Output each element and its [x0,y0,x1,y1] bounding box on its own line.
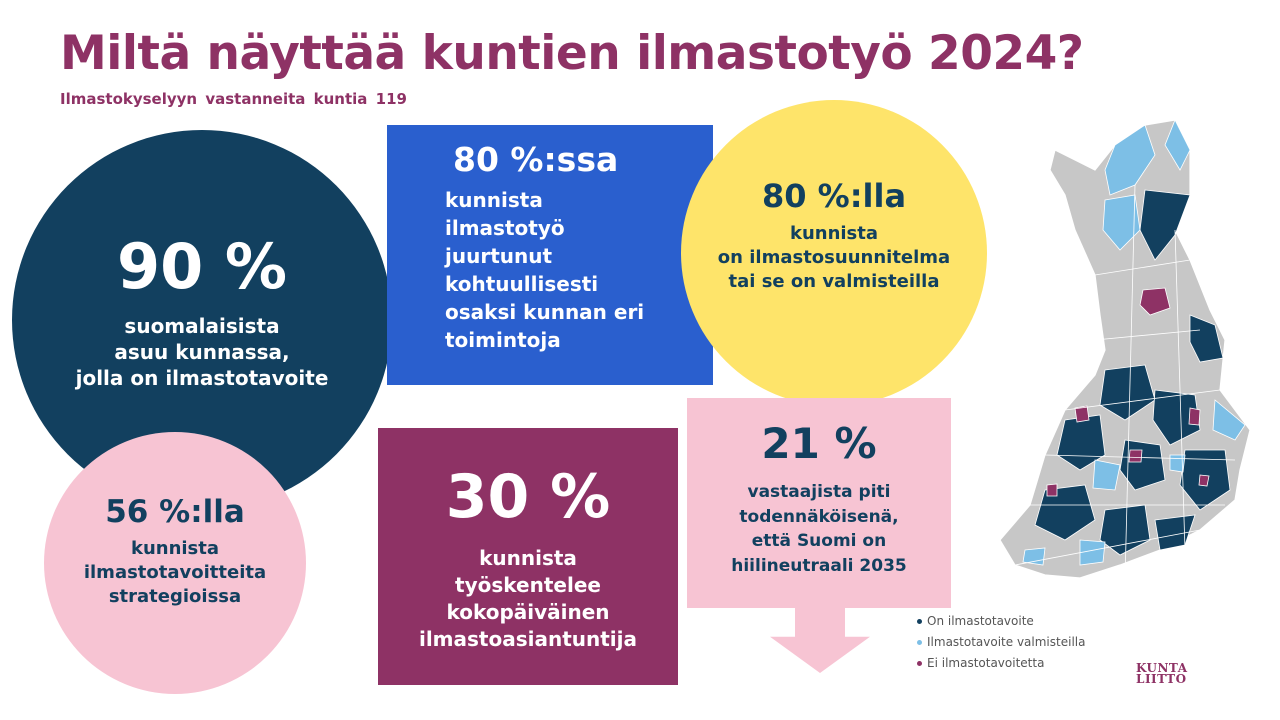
stat-expert-text-1: kunnista [479,546,577,570]
legend-dot-has-target [917,619,922,624]
stat-neutral-text-2: todennäköisenä, [739,506,899,527]
stat-strategy-text-2: ilmastotavoitteita [83,561,267,583]
stat-residents-text-1: suomalaisista [124,314,280,339]
logo-line-1: KUNTA [1136,661,1188,675]
stat-residents-text-3: jolla on ilmastotavoite [75,366,329,391]
stat-established-value: 80 %:ssa [453,140,619,179]
stat-neutral-box [687,398,951,608]
page-subtitle: Ilmastokyselyyn vastanneita kuntia 119 [60,90,407,108]
stat-established-text-6: toimintoja [445,327,561,352]
legend-label-has-target: On ilmastotavoite [927,614,1034,628]
stat-neutral-text-1: vastaajista piti [747,482,891,503]
stat-expert-text-2: työskentelee [455,573,601,597]
stat-established-text-1: kunnista [445,187,543,212]
legend-item-target-in-preparation [917,635,1085,649]
stat-plan-value: 80 %:lla [761,177,907,215]
stat-expert-text-4: ilmastoasiantuntija [418,627,638,651]
stat-plan-circle [681,100,987,406]
region-light-7 [1023,548,1045,565]
region-light-5 [1080,540,1105,565]
stat-residents-value: 90 % [117,230,287,303]
legend-label-target-in-preparation: Ilmastotavoite valmisteilla [927,635,1086,649]
stat-neutral-text-4: hiilineutraali 2035 [731,556,907,577]
kuntaliitto-logo [1136,663,1206,686]
down-arrow-icon [770,607,870,673]
stat-plan-text-2: on ilmastosuunnitelma [717,246,951,268]
logo-line-2: LIITTO [1136,672,1187,687]
finland-map [985,110,1255,600]
legend-item-has-target [917,614,1085,628]
page-title: Miltä näyttää kuntien ilmastotyö 2024? [60,26,1084,81]
region-purple-6 [1199,475,1209,486]
region-light-4 [1093,460,1120,490]
stat-expert-value: 30 % [445,462,611,532]
stat-strategy-text-1: kunnista [130,537,220,559]
stat-established-box [387,125,713,385]
stat-established-text-2: ilmastotyö [445,215,565,240]
stat-established-text-4: kohtuullisesti [445,271,599,296]
stat-expert-text-3: kokopäiväinen [446,600,610,624]
stat-neutral-text-3: että Suomi on [751,531,887,552]
legend-label-no-target: Ei ilmastotavoitetta [927,656,1045,670]
legend-dot-no-target [917,661,922,666]
region-purple-3 [1189,408,1200,425]
stat-residents-text-2: asuu kunnassa, [114,340,290,365]
legend-dot-target-in-preparation [917,640,922,645]
stat-neutral-value: 21 % [761,419,877,468]
region-dark-8 [1155,515,1195,550]
stat-established-text-5: osaksi kunnan eri [445,299,645,324]
stat-established-text-3: juurtunut [445,243,553,268]
stat-strategy-value: 56 %:lla [105,494,245,530]
stat-expert-box [378,428,678,685]
map-legend [917,614,1085,677]
stat-strategy-text-3: strategioissa [108,586,242,608]
region-purple-4 [1129,450,1142,462]
legend-item-no-target [917,656,1085,670]
stat-plan-text-1: kunnista [789,222,879,244]
stat-plan-text-3: tai se on valmisteilla [728,271,940,293]
stat-strategy-circle [44,432,306,694]
region-purple-5 [1047,484,1057,496]
